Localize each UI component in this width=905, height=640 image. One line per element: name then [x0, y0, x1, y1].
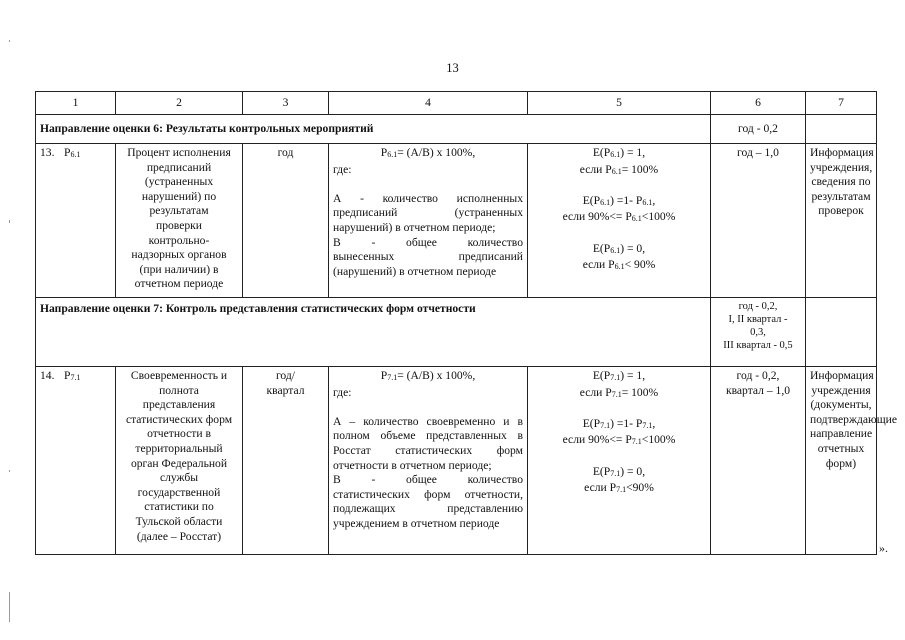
indicator-row [36, 144, 877, 298]
closing-quote-mark: ». [879, 541, 888, 555]
header-row [36, 92, 877, 115]
indicator-score: E(P6.1) = 1, если P6.1= 100% E(P6.1) =1- P6.1, если 90%<= P6.1<100% E(P6.1) = 0, если P6.1< 90% [528, 144, 711, 298]
formula-title: P7.1= (A/B) x 100%, [380, 369, 476, 382]
column-header: 3 [243, 92, 329, 115]
direction-weight: год - 0,2 [711, 115, 806, 144]
empty-cell [806, 298, 877, 367]
column-header: 6 [711, 92, 806, 115]
evaluation-table [35, 91, 897, 555]
indicator-weight: год - 0,2, квартал – 1,0 [711, 367, 806, 555]
indicator-period: год [243, 144, 329, 298]
formula-title: P6.1= (A/B) x 100%, [380, 146, 476, 159]
column-header: 5 [528, 92, 711, 115]
column-header: 1 [36, 92, 116, 115]
indicator-score: E(P7.1) = 1, если P7.1= 100% E(P7.1) =1- P7.1, если 90%<= P7.1<100% E(P7.1) = 0, если P7.1<90% [528, 367, 711, 555]
row-number: 13. [40, 146, 55, 159]
margin-mark [9, 220, 10, 223]
indicator-name: Своевременность и полнота представления статистических форм отчетности в территориальный орган Федеральной службы государственной статистики по Тульской области (далее – Росстат) [116, 367, 243, 555]
direction-row [36, 115, 877, 144]
empty-cell [806, 115, 877, 144]
direction-title: Направление оценки 6: Результаты контрольных мероприятий [36, 115, 711, 144]
row-number: 14. [40, 369, 55, 382]
margin-mark [9, 40, 10, 42]
indicator-formula: P7.1= (A/B) x 100%, где: А – количество своевременно и в полном объеме представленных в Росстат статистических форм отчетности в отчетном периоде; В - общее количество статистических форм отчетности, подлежащих представлению учреждением в отчетном периоде [329, 367, 528, 555]
column-header: 2 [116, 92, 243, 115]
indicator-code: P6.1 [64, 146, 81, 159]
direction-title: Направление оценки 7: Контроль представления статистических форм отчетности [36, 298, 711, 367]
margin-mark [9, 470, 10, 472]
indicator-period: год/ квартал [243, 367, 329, 555]
indicator-row [36, 367, 877, 555]
margin-mark [9, 592, 10, 622]
indicator-source: Информация учреждения (документы, подтверждающие направление отчетных форм) [806, 367, 877, 555]
indicator-weight: год – 1,0 [711, 144, 806, 298]
column-header: 4 [329, 92, 528, 115]
indicator-code-cell [36, 367, 116, 555]
column-header: 7 [806, 92, 877, 115]
direction-weight: год - 0,2, I, II квартал - 0,3, III квартал - 0,5 [711, 298, 806, 367]
indicator-source: Информация учреждения, сведения по результатам проверок [806, 144, 877, 298]
indicator-formula: P6.1= (A/B) x 100%, где: А - количество исполненных предписаний (устраненных нарушений) в отчетном периоде; В - общее количество вынесенных предписаний (нарушений) в отчетном периоде [329, 144, 528, 298]
indicator-name: Процент исполнения предписаний (устраненных нарушений) по результатам проверки контрольно- надзорных органов (при наличии) в отчетном периоде [116, 144, 243, 298]
direction-row [36, 298, 877, 367]
indicator-code-cell [36, 144, 116, 298]
indicator-code: P7.1 [64, 369, 81, 382]
page-number: 13 [446, 61, 459, 75]
